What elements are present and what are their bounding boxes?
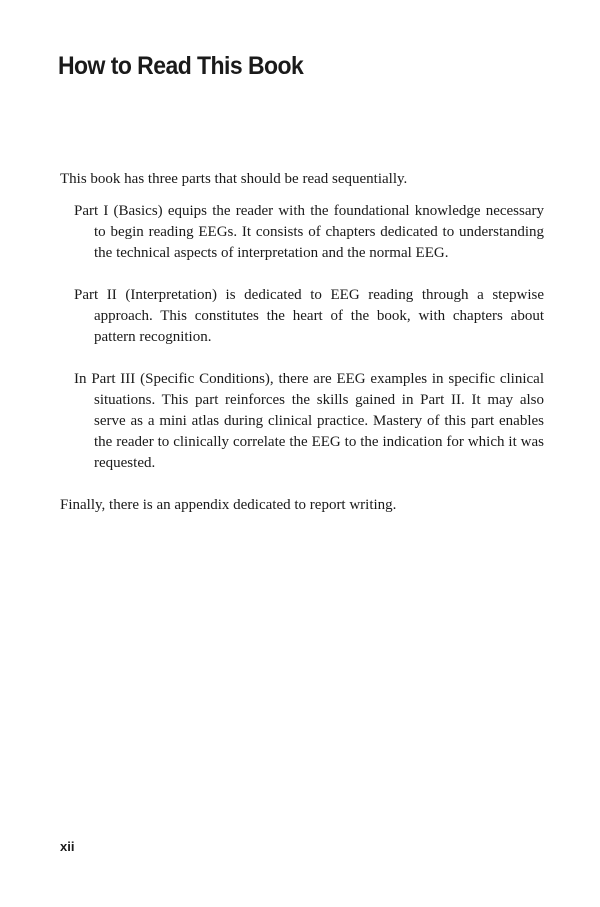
part-three-paragraph: In Part III (Specific Conditions), there are EEG examples in specific clinical situations. This part reinforces the skills gained in Part II. It may also serve as a mini atlas during clinical practice. Mastery of this part enables the reader to clinically correlate the EEG to the indication for which it was requested. xyxy=(74,371,544,471)
intro-paragraph: This book has three parts that should be read sequentially. xyxy=(60,171,408,187)
closing-paragraph: Finally, there is an appendix dedicated to report writing. xyxy=(60,497,397,513)
part-one-paragraph: Part I (Basics) equips the reader with the foundational knowledge necessary to begin reading EEGs. It consists of chapters dedicated to understanding the technical aspects of interpretation and the normal EEG. xyxy=(74,203,544,261)
page-title: How to Read This Book xyxy=(58,52,304,80)
body-text xyxy=(60,169,544,516)
page-number: xii xyxy=(60,839,75,854)
part-two-paragraph: Part II (Interpretation) is dedicated to EEG reading through a stepwise approach. This constitutes the heart of the book, with chapters about pattern recognition. xyxy=(74,287,544,345)
